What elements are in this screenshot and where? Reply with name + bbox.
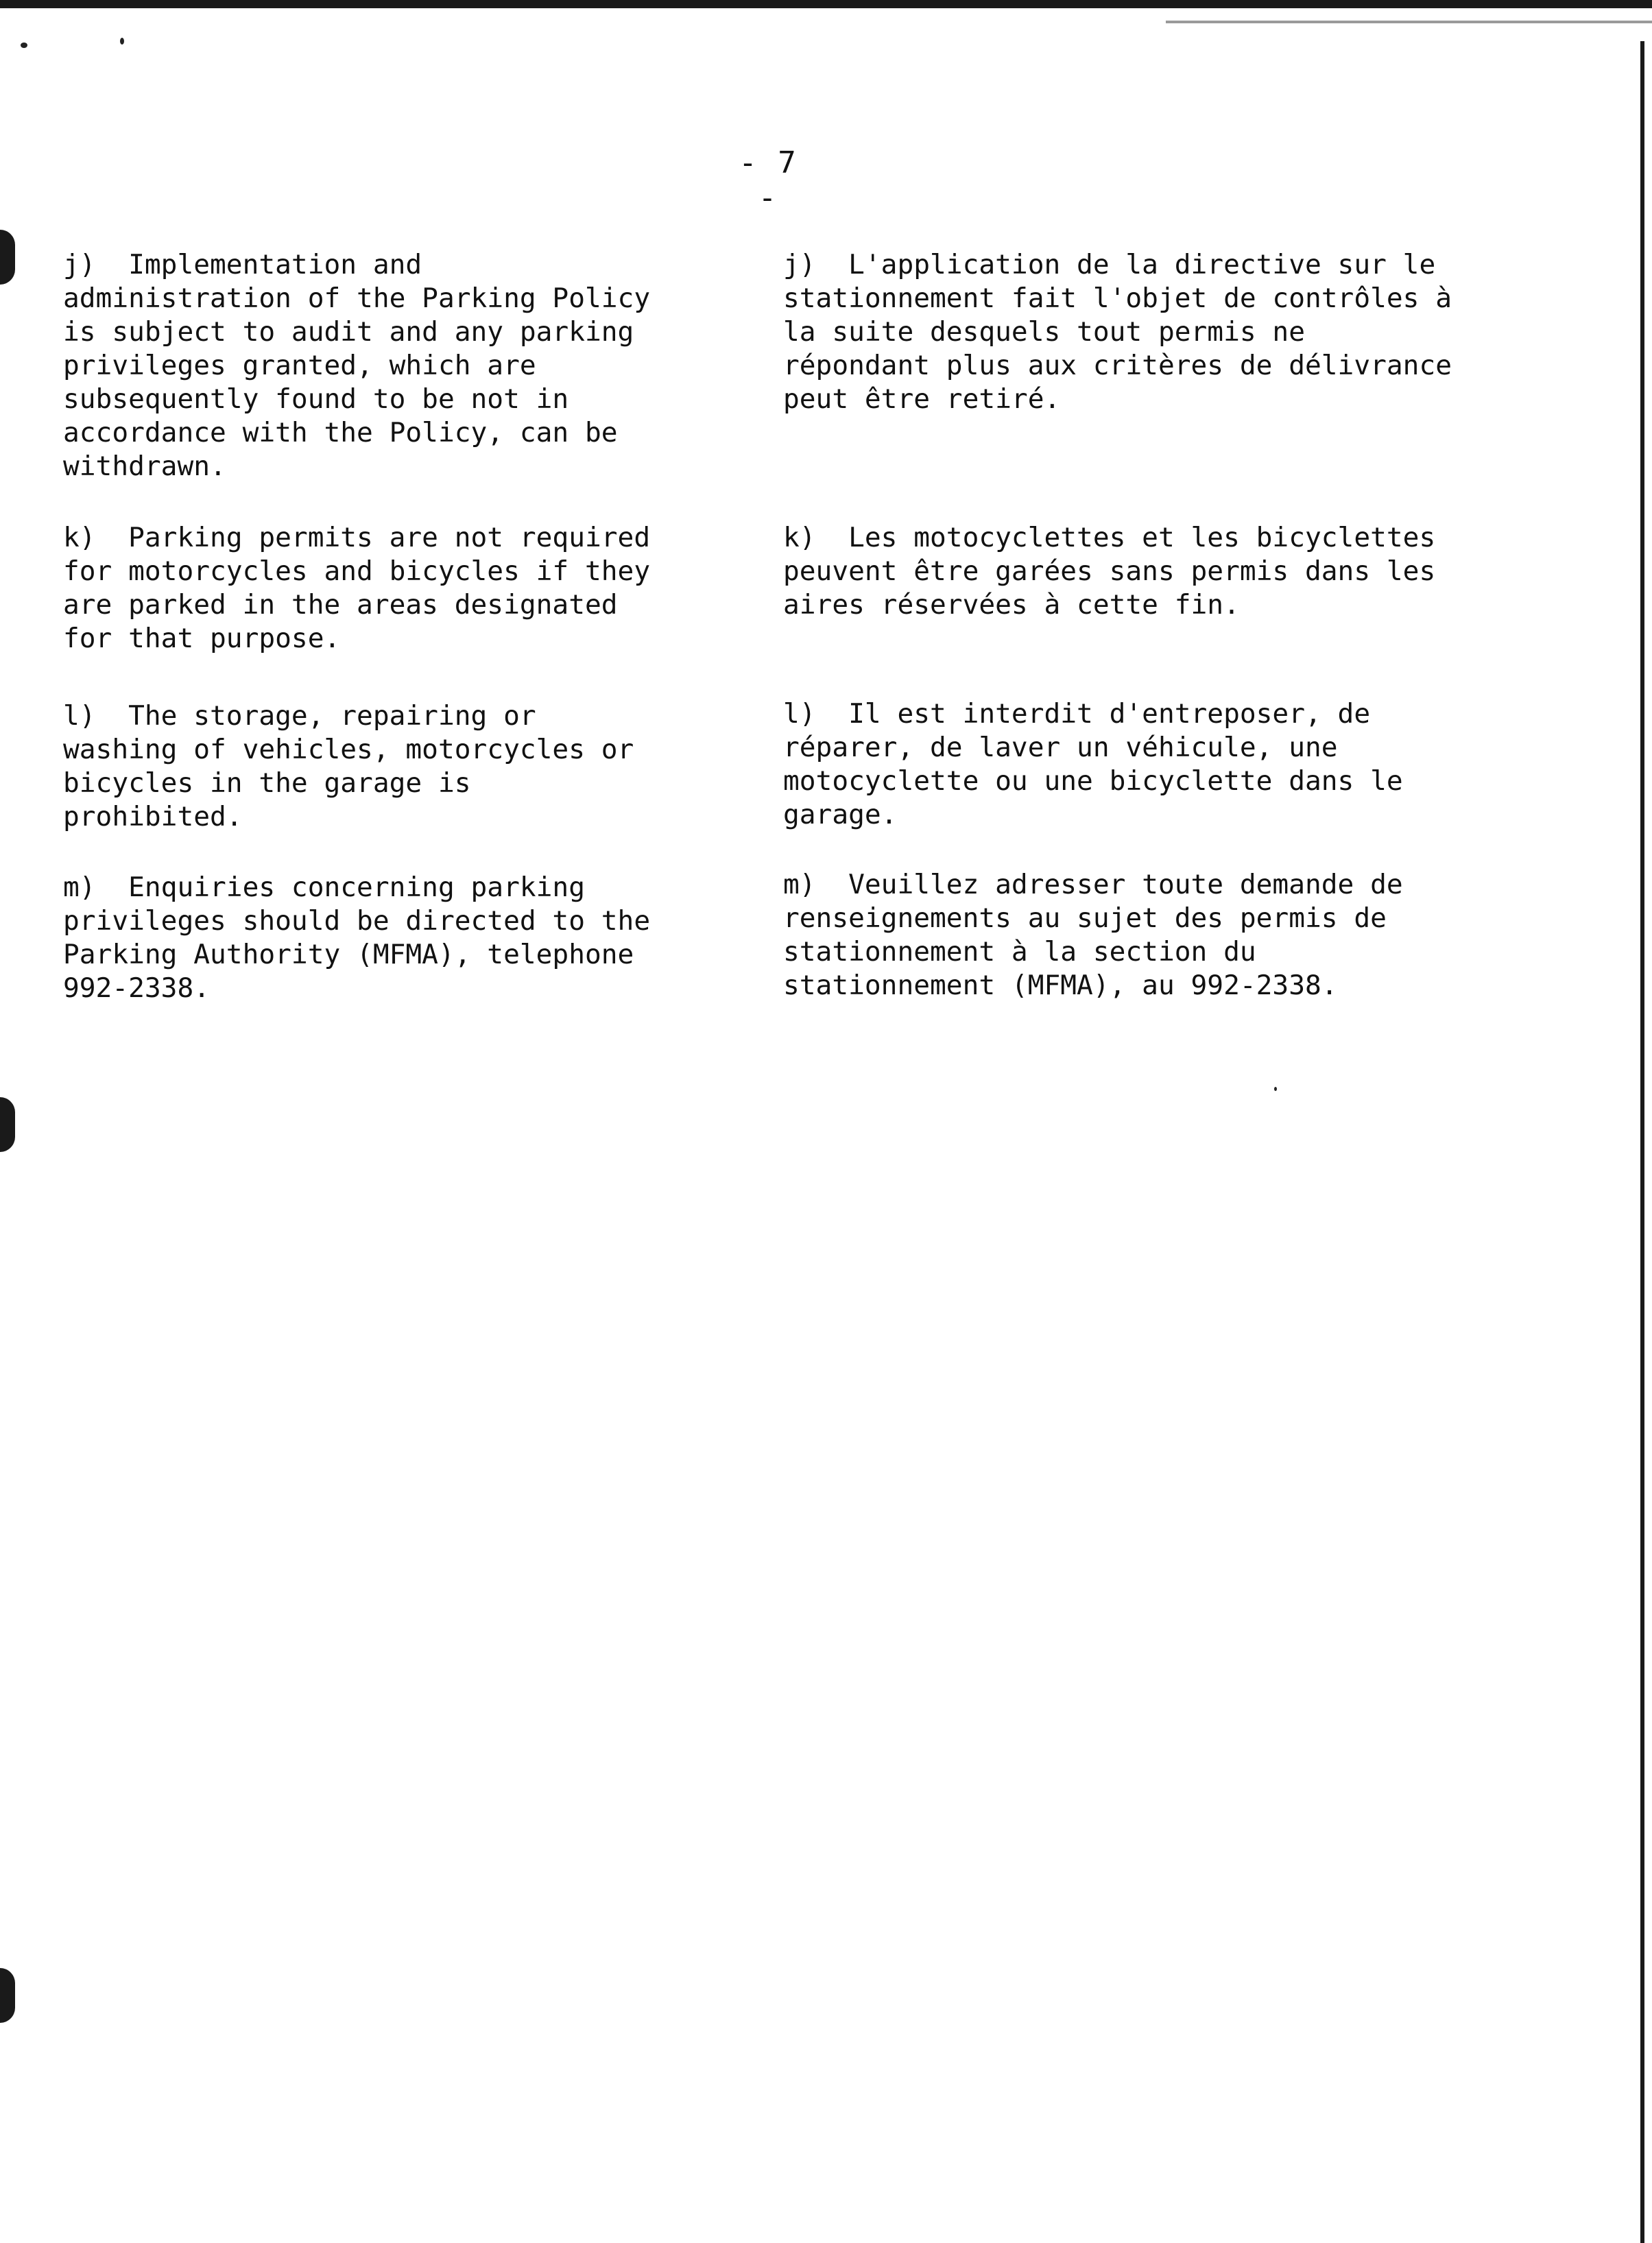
english-paragraph-j: j) Implementation and administration of the Parking Policy is subject to audit and any parking privileges granted, which are subsequently found to be not in accordance with the Policy, can be withdrawn.: [63, 249, 651, 482]
english-paragraph-m: m) Enquiries concerning parking privileges should be directed to the Parking Authority (MFMA), telephone 992-2338.: [63, 872, 651, 1004]
french-paragraph-k: k) Les motocyclettes et les bicyclettes peuvent être garées sans permis dans les aires réservées à cette fin.: [783, 522, 1436, 621]
english-paragraph-l: l) The storage, repairing or washing of vehicles, motorcycles or bicycles in the garage is prohibited.: [63, 700, 634, 832]
french-paragraph-l: l) Il est interdit d'entreposer, de réparer, de laver un véhicule, une motocyclette ou une bicyclette dans le garage.: [783, 698, 1403, 830]
scan-speck: [120, 38, 124, 45]
english-paragraph-k: k) Parking permits are not required for motorcycles and bicycles if they are parked in the areas designated for that purpose.: [63, 522, 651, 654]
scan-top-rule: [1166, 21, 1652, 23]
scan-right-edge: [1640, 41, 1644, 2243]
french-paragraph-j: j) L'application de la directive sur le stationnement fait l'objet de contrôles à la suite desquels tout permis ne répondant plus aux critères de délivrance peut être retiré.: [783, 249, 1452, 415]
scan-top-border: [0, 0, 1652, 8]
scan-speck: [1274, 1087, 1277, 1091]
french-paragraph-m: m) Veuillez adresser toute demande de renseignements au sujet des permis de stationnement à la section du stationnement (MFMA), au 992-2338.: [783, 869, 1403, 1001]
page-number: - 7 -: [739, 145, 798, 215]
punch-hole-mark: [0, 1968, 15, 2023]
punch-hole-mark: [0, 1097, 15, 1152]
punch-hole-mark: [0, 230, 15, 285]
scan-speck: [21, 43, 27, 48]
